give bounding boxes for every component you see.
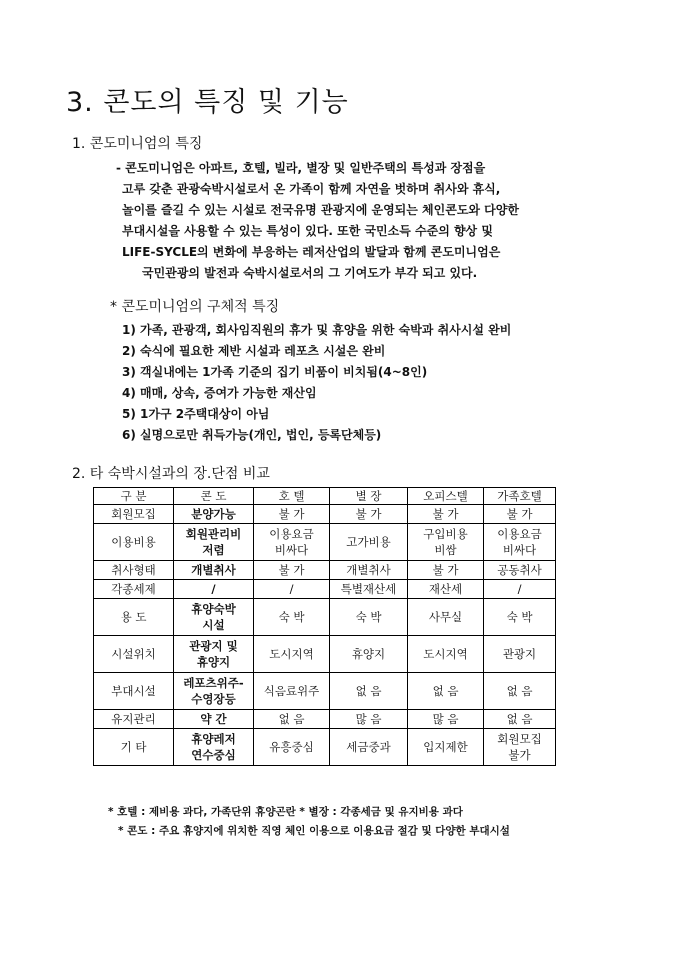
table-cell [174, 524, 254, 561]
list-item: 2) 숙식에 필요한 제반 시설과 레포츠 시설은 완비 [122, 344, 386, 358]
table-cell-line: 각종세제 [111, 582, 156, 596]
table-cell-line: 세금중과 [346, 740, 391, 754]
table-cell-line: 불 가 [355, 507, 382, 521]
table-row [94, 636, 556, 673]
table-cell [254, 599, 330, 636]
table-cell-line: 고가비용 [346, 535, 391, 549]
table-cell-line: 숙 박 [355, 610, 382, 624]
table-cell [408, 710, 484, 729]
table-cell-line: 불 가 [278, 563, 305, 577]
table-cell [330, 580, 408, 599]
table-header-cell: 콘 도 [174, 488, 254, 505]
footnote-hotel-villa: * 호텔 : 제비용 과다, 가족단위 휴양곤란 * 별장 : 각종세금 및 유지비용 과다 [108, 806, 463, 818]
table-cell [94, 729, 174, 766]
table-cell-line: 분양가능 [191, 507, 236, 521]
table-cell [408, 580, 484, 599]
table-row [94, 710, 556, 729]
list-item: 5) 1가구 2주택대상이 아님 [122, 407, 270, 421]
table-cell-line: 구입비용 [423, 527, 468, 541]
table-cell [484, 580, 556, 599]
table-cell [254, 710, 330, 729]
table-cell-line: 취사형태 [111, 563, 156, 577]
table-cell-line: 회원모집 [497, 732, 542, 746]
table-cell-line: 불 가 [278, 507, 305, 521]
table-cell [254, 524, 330, 561]
table-cell-line: 관광지 [502, 647, 537, 661]
table-cell [330, 561, 408, 580]
table-cell-line: 없 음 [355, 684, 382, 698]
table-cell [254, 505, 330, 524]
table-cell [254, 561, 330, 580]
table-cell [174, 561, 254, 580]
table-cell [330, 599, 408, 636]
paragraph-line: 국민관광의 발전과 숙박시설로서의 그 기여도가 부각 되고 있다. [142, 266, 478, 280]
table-cell [330, 710, 408, 729]
table-cell [330, 636, 408, 673]
table-cell-line: 휴양지 [196, 655, 231, 669]
table-cell-line: 도시지역 [269, 647, 314, 661]
table-cell [408, 673, 484, 710]
table-cell [94, 710, 174, 729]
table-cell [94, 599, 174, 636]
table-cell-line: 이용요금 [269, 527, 314, 541]
table-cell-line: 불가 [508, 748, 531, 762]
table-cell-line: 입지제한 [423, 740, 468, 754]
table-cell-line: 없 음 [278, 712, 305, 726]
table-cell-line: 이용비용 [111, 535, 156, 549]
table-cell-line: / [517, 582, 522, 596]
table-cell-line: 사무실 [428, 610, 463, 624]
paragraph-line: 고루 갖춘 관광숙박시설로서 온 가족이 함께 자연을 벗하며 취사와 휴식, [122, 182, 501, 196]
features-list [122, 320, 511, 446]
page-title: 3. 콘도의 특징 및 기능 [66, 87, 349, 118]
table-cell [330, 505, 408, 524]
table-cell-line: 개별취사 [346, 563, 391, 577]
table-cell [174, 599, 254, 636]
table-cell-line: 많 음 [432, 712, 459, 726]
table-row [94, 729, 556, 766]
table-cell [94, 505, 174, 524]
table-cell-line: 도시지역 [423, 647, 468, 661]
paragraph-line: 놀이를 즐길 수 있는 시설로 전국유명 관광지에 운영되는 체인콘도와 다양한 [122, 203, 519, 217]
table-cell-line: 특별재산세 [340, 582, 397, 596]
table-cell-line: 시설 [202, 618, 225, 632]
table-cell [484, 505, 556, 524]
table-cell-line: 약 간 [200, 712, 227, 726]
table-cell [174, 673, 254, 710]
table-row [94, 561, 556, 580]
table-cell-line: 비싸다 [502, 543, 537, 557]
table-cell-line: 식음료위주 [263, 684, 320, 698]
table-cell-line: 불 가 [506, 507, 533, 521]
table-cell-line: 기 타 [120, 740, 147, 754]
table-header-cell: 오피스텔 [408, 488, 484, 505]
table-header-row [94, 488, 556, 505]
table-cell-line: / [289, 582, 294, 596]
table-cell-line: 재산세 [428, 582, 463, 596]
table-cell-line: 부대시설 [111, 684, 156, 698]
table-cell [94, 636, 174, 673]
table-cell [254, 729, 330, 766]
list-item: 4) 매매, 상속, 증여가 가능한 재산임 [122, 386, 317, 400]
table-cell [408, 561, 484, 580]
table-cell-line: 용 도 [120, 610, 147, 624]
paragraph-line: LIFE-SYCLE의 변화에 부응하는 레저산업의 발달과 함께 콘도미니엄은 [122, 245, 501, 259]
table-cell-line: 비싸다 [274, 543, 309, 557]
table-header-cell: 구 분 [94, 488, 174, 505]
table-cell [484, 710, 556, 729]
table-cell-line: 개별취사 [191, 563, 236, 577]
table-cell [484, 524, 556, 561]
table-row [94, 580, 556, 599]
table-cell-line: 숙 박 [506, 610, 533, 624]
table-cell-line: 많 음 [355, 712, 382, 726]
table-cell [174, 636, 254, 673]
table-cell [94, 561, 174, 580]
table-cell-line: 회원관리비 [185, 527, 242, 541]
table-cell [94, 580, 174, 599]
comparison-table [93, 487, 556, 766]
table-cell-line: 수영장등 [191, 692, 236, 706]
table-cell-line: 비쌈 [434, 543, 457, 557]
table-cell [174, 729, 254, 766]
table-cell [174, 580, 254, 599]
table-header-cell: 별 장 [330, 488, 408, 505]
paragraph-line: 부대시설을 사용할 수 있는 특성이 있다. 또한 국민소득 수준의 향상 및 [122, 224, 493, 238]
table-cell-line: 숙 박 [278, 610, 305, 624]
table-cell [408, 729, 484, 766]
table-row [94, 505, 556, 524]
table-cell [408, 599, 484, 636]
table-row [94, 673, 556, 710]
table-cell-line: 없 음 [432, 684, 459, 698]
table-cell-line: 레포츠위주- [183, 676, 244, 690]
table-cell-line: 저렴 [202, 543, 225, 557]
table-cell [254, 580, 330, 599]
table-cell-line: 시설위치 [111, 647, 156, 661]
table-cell-line: 없 음 [506, 712, 533, 726]
table-cell [330, 673, 408, 710]
table-cell [484, 729, 556, 766]
table-cell [94, 524, 174, 561]
list-item: 3) 객실내에는 1가족 기준의 집기 비품이 비치됨(4~8인) [122, 365, 428, 379]
table-cell [408, 524, 484, 561]
table-cell-line: 유지관리 [111, 712, 156, 726]
table-cell [484, 636, 556, 673]
table-cell [94, 673, 174, 710]
section2-heading: 2. 타 숙박시설과의 장.단점 비교 [72, 466, 270, 482]
table-row [94, 524, 556, 561]
footnote-condo: * 콘도 : 주요 휴양지에 위치한 직영 체인 이용으로 이용요금 절감 및 다양한 부대시설 [118, 825, 510, 837]
table-cell-line: 불 가 [432, 563, 459, 577]
table-cell [408, 636, 484, 673]
table-cell [484, 599, 556, 636]
table-cell-line: 연수중심 [191, 748, 236, 762]
table-cell [330, 524, 408, 561]
table-cell-line: 휴양숙박 [191, 602, 236, 616]
table-cell [484, 673, 556, 710]
table-cell [174, 710, 254, 729]
table-cell-line: 없 음 [506, 684, 533, 698]
table-cell [330, 729, 408, 766]
table-header-cell: 가족호텔 [484, 488, 556, 505]
table-cell [254, 636, 330, 673]
features-subheading: * 콘도미니엄의 구체적 특징 [110, 299, 280, 315]
table-row [94, 599, 556, 636]
table-cell [484, 561, 556, 580]
table-cell-line: 휴양레저 [191, 732, 236, 746]
list-item: 1) 가족, 관광객, 회사임직원의 휴가 및 휴양을 위한 숙박과 취사시설 완비 [122, 323, 512, 337]
table-cell-line: 공동취사 [497, 563, 542, 577]
table-cell-line: 이용요금 [497, 527, 542, 541]
table-cell [174, 505, 254, 524]
table-cell-line: 관광지 및 [189, 639, 238, 653]
table-cell [254, 673, 330, 710]
table-cell [408, 505, 484, 524]
table-cell-line: 유흥중심 [269, 740, 314, 754]
section1-heading: 1. 콘도미니엄의 특징 [72, 136, 203, 152]
list-item: 6) 실명으로만 취득가능(개인, 법인, 등록단체등) [122, 428, 382, 442]
table-header-cell: 호 텔 [254, 488, 330, 505]
table-cell-line: 불 가 [432, 507, 459, 521]
paragraph-line: - 콘도미니엄은 아파트, 호텔, 빌라, 별장 및 일반주택의 특성과 장점을 [116, 161, 486, 175]
section1-paragraph [110, 158, 630, 284]
table-cell-line: 휴양지 [351, 647, 386, 661]
table-cell-line: / [211, 582, 216, 596]
table-cell-line: 회원모집 [111, 507, 156, 521]
